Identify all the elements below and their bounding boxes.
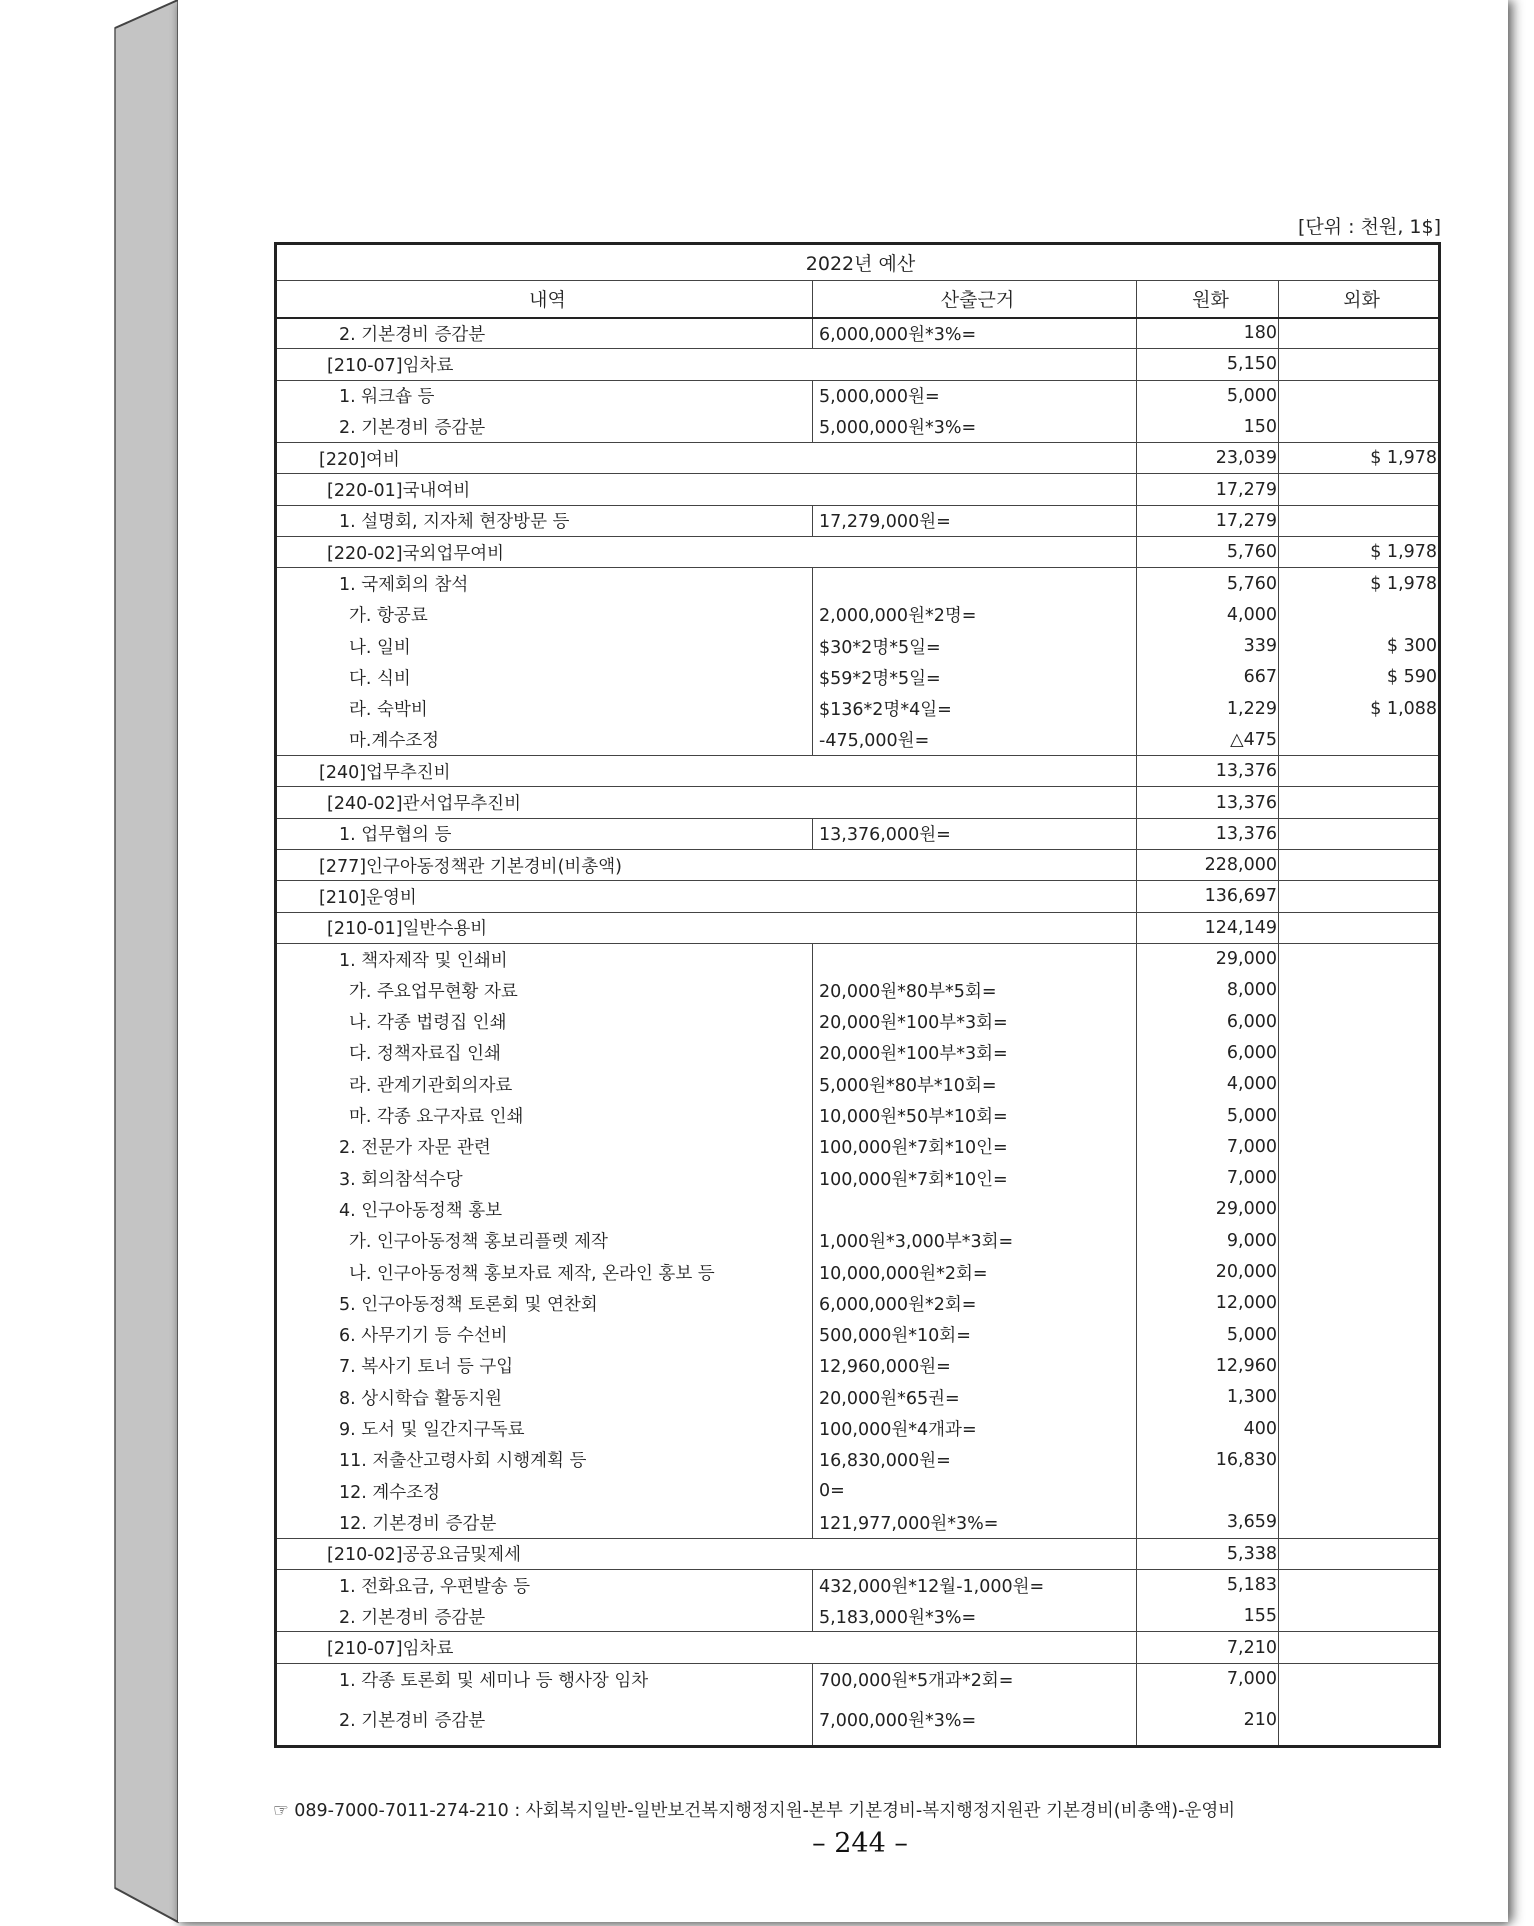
row-krw: 5,000 xyxy=(1137,380,1279,411)
row-basis: 100,000원*7회*10인= xyxy=(813,1163,1137,1194)
row-fx xyxy=(1279,1319,1440,1350)
row-krw: 4,000 xyxy=(1137,1069,1279,1100)
table-row xyxy=(276,505,1440,536)
row-fx xyxy=(1279,1100,1440,1131)
row-item: 2. 기본경비 증감분 xyxy=(276,411,813,442)
row-krw: 150 xyxy=(1137,411,1279,442)
row-item: 12. 기본경비 증감분 xyxy=(276,1507,813,1538)
table-row xyxy=(276,1163,1440,1194)
row-krw: 9,000 xyxy=(1137,1225,1279,1256)
table-row xyxy=(276,1006,1440,1037)
table-row xyxy=(276,818,1440,849)
row-item: 8. 상시학습 활동지원 xyxy=(276,1382,813,1413)
row-basis: $59*2명*5일= xyxy=(813,662,1137,693)
row-krw: 228,000 xyxy=(1137,850,1279,881)
row-fx xyxy=(1279,505,1440,536)
row-fx xyxy=(1279,818,1440,849)
row-fx xyxy=(1279,1569,1440,1600)
row-basis: $136*2명*4일= xyxy=(813,693,1137,724)
column-header-basis: 산출근거 xyxy=(813,281,1137,318)
table-row xyxy=(276,787,1440,818)
table-row xyxy=(276,1225,1440,1256)
row-item: 9. 도서 및 일간지구독료 xyxy=(276,1413,813,1444)
table-row xyxy=(276,1601,1440,1632)
table-row xyxy=(276,1413,1440,1444)
row-krw: 23,039 xyxy=(1137,443,1279,474)
table-row xyxy=(276,1475,1440,1506)
table-row xyxy=(276,1444,1440,1475)
table-row xyxy=(276,662,1440,693)
table-row xyxy=(276,1194,1440,1225)
column-header-item: 내역 xyxy=(276,281,813,318)
row-basis: 121,977,000원*3%= xyxy=(813,1507,1137,1538)
table-row xyxy=(276,724,1440,755)
footnote: ☞ 089-7000-7011-274-210 : 사회복지일반-일반보건복지행정지원-본부 기본경비-복지행정지원관 기본경비(비총액)-운영비 xyxy=(273,1801,1236,1821)
row-krw: 7,210 xyxy=(1137,1632,1279,1663)
row-fx xyxy=(1279,411,1440,442)
row-fx xyxy=(1279,1163,1440,1194)
row-fx: $ 1,978 xyxy=(1279,568,1440,599)
row-item: 6. 사무기기 등 수선비 xyxy=(276,1319,813,1350)
row-krw: 4,000 xyxy=(1137,599,1279,630)
table-title: 2022년 예산 xyxy=(276,244,1440,281)
table-row xyxy=(276,630,1440,661)
row-item: 가. 주요업무현황 자료 xyxy=(276,975,813,1006)
row-basis: 6,000,000원*3%= xyxy=(813,318,1137,349)
row-item: [210-07]임차료 xyxy=(276,349,1137,380)
row-basis: 20,000원*100부*3회= xyxy=(813,1006,1137,1037)
row-basis: 13,376,000원= xyxy=(813,818,1137,849)
table-row xyxy=(276,943,1440,974)
row-item: 라. 숙박비 xyxy=(276,693,813,724)
row-item: 마. 각종 요구자료 인쇄 xyxy=(276,1100,813,1131)
row-basis: 20,000원*65권= xyxy=(813,1382,1137,1413)
row-fx xyxy=(1279,1037,1440,1068)
row-krw: 124,149 xyxy=(1137,912,1279,943)
row-krw: 5,760 xyxy=(1137,568,1279,599)
row-basis: 5,183,000원*3%= xyxy=(813,1601,1137,1632)
row-krw: 400 xyxy=(1137,1413,1279,1444)
budget-table xyxy=(274,242,1441,1748)
row-item: 5. 인구아동정책 토론회 및 연찬회 xyxy=(276,1288,813,1319)
table-row xyxy=(276,318,1440,349)
row-basis: 2,000,000원*2명= xyxy=(813,599,1137,630)
row-krw: 12,960 xyxy=(1137,1350,1279,1381)
row-item: [240-02]관서업무추진비 xyxy=(276,787,1137,818)
row-basis: 0= xyxy=(813,1475,1137,1506)
row-item: 나. 일비 xyxy=(276,630,813,661)
row-basis xyxy=(813,568,1137,599)
row-item: 2. 기본경비 증감분 xyxy=(276,1695,813,1747)
row-item: [240]업무추진비 xyxy=(276,756,1137,787)
table-row xyxy=(276,881,1440,912)
row-item: 1. 전화요금, 우편발송 등 xyxy=(276,1569,813,1600)
row-krw: △475 xyxy=(1137,724,1279,755)
row-fx xyxy=(1279,1006,1440,1037)
row-basis: 700,000원*5개과*2회= xyxy=(813,1663,1137,1694)
row-krw: 16,830 xyxy=(1137,1444,1279,1475)
row-basis xyxy=(813,1194,1137,1225)
row-krw: 17,279 xyxy=(1137,505,1279,536)
row-basis: 10,000,000원*2회= xyxy=(813,1256,1137,1287)
table-row xyxy=(276,1100,1440,1131)
row-fx xyxy=(1279,1507,1440,1538)
row-item: 1. 설명회, 지자체 현장방문 등 xyxy=(276,505,813,536)
row-fx xyxy=(1279,599,1440,630)
row-fx xyxy=(1279,850,1440,881)
row-item: 2. 전문가 자문 관련 xyxy=(276,1131,813,1162)
table-row xyxy=(276,693,1440,724)
column-header-fx: 외화 xyxy=(1279,281,1440,318)
row-fx xyxy=(1279,1601,1440,1632)
row-fx xyxy=(1279,1632,1440,1663)
row-krw: 5,183 xyxy=(1137,1569,1279,1600)
row-item: [277]인구아동정책관 기본경비(비총액) xyxy=(276,850,1137,881)
row-fx xyxy=(1279,756,1440,787)
table-row xyxy=(276,1037,1440,1068)
row-krw: 29,000 xyxy=(1137,1194,1279,1225)
row-fx xyxy=(1279,787,1440,818)
row-basis: 5,000,000원*3%= xyxy=(813,411,1137,442)
table-row xyxy=(276,474,1440,505)
row-fx: $ 300 xyxy=(1279,630,1440,661)
table-row xyxy=(276,1538,1440,1569)
table-row xyxy=(276,443,1440,474)
table-row xyxy=(276,912,1440,943)
page-number: – 244 – xyxy=(812,1828,908,1859)
row-basis: 5,000,000원= xyxy=(813,380,1137,411)
row-item: 다. 정책자료집 인쇄 xyxy=(276,1037,813,1068)
row-item: 11. 저출산고령사회 시행계획 등 xyxy=(276,1444,813,1475)
row-krw: 8,000 xyxy=(1137,975,1279,1006)
row-krw: 667 xyxy=(1137,662,1279,693)
row-basis: -475,000원= xyxy=(813,724,1137,755)
row-krw: 29,000 xyxy=(1137,943,1279,974)
row-fx xyxy=(1279,1695,1440,1747)
row-krw: 6,000 xyxy=(1137,1006,1279,1037)
row-fx xyxy=(1279,1475,1440,1506)
row-fx xyxy=(1279,1256,1440,1287)
row-krw xyxy=(1137,1475,1279,1506)
row-basis: 6,000,000원*2회= xyxy=(813,1288,1137,1319)
row-fx xyxy=(1279,1382,1440,1413)
table-row xyxy=(276,1131,1440,1162)
row-krw: 1,229 xyxy=(1137,693,1279,724)
row-item: 가. 인구아동정책 홍보리플렛 제작 xyxy=(276,1225,813,1256)
row-item: 다. 식비 xyxy=(276,662,813,693)
row-krw: 180 xyxy=(1137,318,1279,349)
row-fx xyxy=(1279,912,1440,943)
row-item: 2. 기본경비 증감분 xyxy=(276,1601,813,1632)
row-fx xyxy=(1279,1413,1440,1444)
table-row xyxy=(276,599,1440,630)
row-fx xyxy=(1279,724,1440,755)
row-krw: 5,150 xyxy=(1137,349,1279,380)
table-body xyxy=(276,318,1440,1747)
row-basis: 1,000원*3,000부*3회= xyxy=(813,1225,1137,1256)
row-basis: 500,000원*10회= xyxy=(813,1319,1137,1350)
row-krw: 136,697 xyxy=(1137,881,1279,912)
row-fx xyxy=(1279,1069,1440,1100)
row-item: 7. 복사기 토너 등 구입 xyxy=(276,1350,813,1381)
row-basis: 10,000원*50부*10회= xyxy=(813,1100,1137,1131)
table-row xyxy=(276,975,1440,1006)
row-krw: 13,376 xyxy=(1137,818,1279,849)
row-fx xyxy=(1279,881,1440,912)
row-item: [210-01]일반수용비 xyxy=(276,912,1137,943)
row-fx xyxy=(1279,380,1440,411)
row-item: 1. 업무협의 등 xyxy=(276,818,813,849)
row-item: 1. 각종 토론회 및 세미나 등 행사장 임차 xyxy=(276,1663,813,1694)
row-item: 나. 각종 법령집 인쇄 xyxy=(276,1006,813,1037)
table-row xyxy=(276,1288,1440,1319)
row-krw: 5,760 xyxy=(1137,537,1279,568)
row-krw: 7,000 xyxy=(1137,1131,1279,1162)
row-basis: $30*2명*5일= xyxy=(813,630,1137,661)
table-row xyxy=(276,568,1440,599)
row-item: 1. 워크숍 등 xyxy=(276,380,813,411)
table-row xyxy=(276,1632,1440,1663)
table-row xyxy=(276,380,1440,411)
row-item: 12. 계수조정 xyxy=(276,1475,813,1506)
row-basis: 7,000,000원*3%= xyxy=(813,1695,1137,1747)
row-item: [220-01]국내여비 xyxy=(276,474,1137,505)
row-item: [210-07]임차료 xyxy=(276,1632,1137,1663)
row-basis: 20,000원*80부*5회= xyxy=(813,975,1137,1006)
table-row xyxy=(276,1663,1440,1694)
row-basis: 20,000원*100부*3회= xyxy=(813,1037,1137,1068)
table-row xyxy=(276,1507,1440,1538)
row-krw: 13,376 xyxy=(1137,787,1279,818)
row-item: [220-02]국외업무여비 xyxy=(276,537,1137,568)
row-basis: 100,000원*7회*10인= xyxy=(813,1131,1137,1162)
row-item: 나. 인구아동정책 홍보자료 제작, 온라인 홍보 등 xyxy=(276,1256,813,1287)
table-row xyxy=(276,1256,1440,1287)
row-krw: 5,000 xyxy=(1137,1319,1279,1350)
row-basis: 12,960,000원= xyxy=(813,1350,1137,1381)
row-fx xyxy=(1279,318,1440,349)
row-basis: 432,000원*12월-1,000원= xyxy=(813,1569,1137,1600)
row-krw: 1,300 xyxy=(1137,1382,1279,1413)
row-item: [220]여비 xyxy=(276,443,1137,474)
row-krw: 7,000 xyxy=(1137,1663,1279,1694)
table-row xyxy=(276,1350,1440,1381)
table-row xyxy=(276,537,1440,568)
row-item: [210]운영비 xyxy=(276,881,1137,912)
row-fx xyxy=(1279,1225,1440,1256)
row-item: [210-02]공공요금및제세 xyxy=(276,1538,1137,1569)
row-krw: 12,000 xyxy=(1137,1288,1279,1319)
row-item: 1. 국제회의 참석 xyxy=(276,568,813,599)
table-row xyxy=(276,349,1440,380)
table-row xyxy=(276,1695,1440,1747)
row-krw: 3,659 xyxy=(1137,1507,1279,1538)
table-row xyxy=(276,1069,1440,1100)
row-fx: $ 1,978 xyxy=(1279,443,1440,474)
row-krw: 339 xyxy=(1137,630,1279,661)
row-basis: 100,000원*4개과= xyxy=(813,1413,1137,1444)
row-fx xyxy=(1279,1350,1440,1381)
row-krw: 155 xyxy=(1137,1601,1279,1632)
row-item: 4. 인구아동정책 홍보 xyxy=(276,1194,813,1225)
row-fx xyxy=(1279,1288,1440,1319)
row-fx xyxy=(1279,474,1440,505)
row-fx: $ 1,088 xyxy=(1279,693,1440,724)
row-krw: 5,338 xyxy=(1137,1538,1279,1569)
table-row xyxy=(276,1319,1440,1350)
table-row xyxy=(276,756,1440,787)
row-krw: 13,376 xyxy=(1137,756,1279,787)
row-fx xyxy=(1279,1131,1440,1162)
row-item: 마.계수조정 xyxy=(276,724,813,755)
row-basis: 16,830,000원= xyxy=(813,1444,1137,1475)
table-row xyxy=(276,850,1440,881)
row-fx xyxy=(1279,975,1440,1006)
row-krw: 20,000 xyxy=(1137,1256,1279,1287)
row-krw: 5,000 xyxy=(1137,1100,1279,1131)
row-basis xyxy=(813,943,1137,974)
row-fx xyxy=(1279,349,1440,380)
row-item: 가. 항공료 xyxy=(276,599,813,630)
row-krw: 210 xyxy=(1137,1695,1279,1747)
column-header-krw: 원화 xyxy=(1137,281,1279,318)
row-item: 1. 책자제작 및 인쇄비 xyxy=(276,943,813,974)
row-fx: $ 1,978 xyxy=(1279,537,1440,568)
row-fx: $ 590 xyxy=(1279,662,1440,693)
unit-label: [단위 : 천원, 1$] xyxy=(1298,216,1441,238)
row-basis: 5,000원*80부*10회= xyxy=(813,1069,1137,1100)
row-fx xyxy=(1279,1194,1440,1225)
row-item: 3. 회의참석수당 xyxy=(276,1163,813,1194)
row-krw: 17,279 xyxy=(1137,474,1279,505)
row-item: 라. 관계기관회의자료 xyxy=(276,1069,813,1100)
row-krw: 6,000 xyxy=(1137,1037,1279,1068)
table-row xyxy=(276,1382,1440,1413)
table-row xyxy=(276,411,1440,442)
row-krw: 7,000 xyxy=(1137,1163,1279,1194)
row-basis: 17,279,000원= xyxy=(813,505,1137,536)
row-item: 2. 기본경비 증감분 xyxy=(276,318,813,349)
row-fx xyxy=(1279,1444,1440,1475)
row-fx xyxy=(1279,943,1440,974)
table-row xyxy=(276,1569,1440,1600)
row-fx xyxy=(1279,1663,1440,1694)
row-fx xyxy=(1279,1538,1440,1569)
